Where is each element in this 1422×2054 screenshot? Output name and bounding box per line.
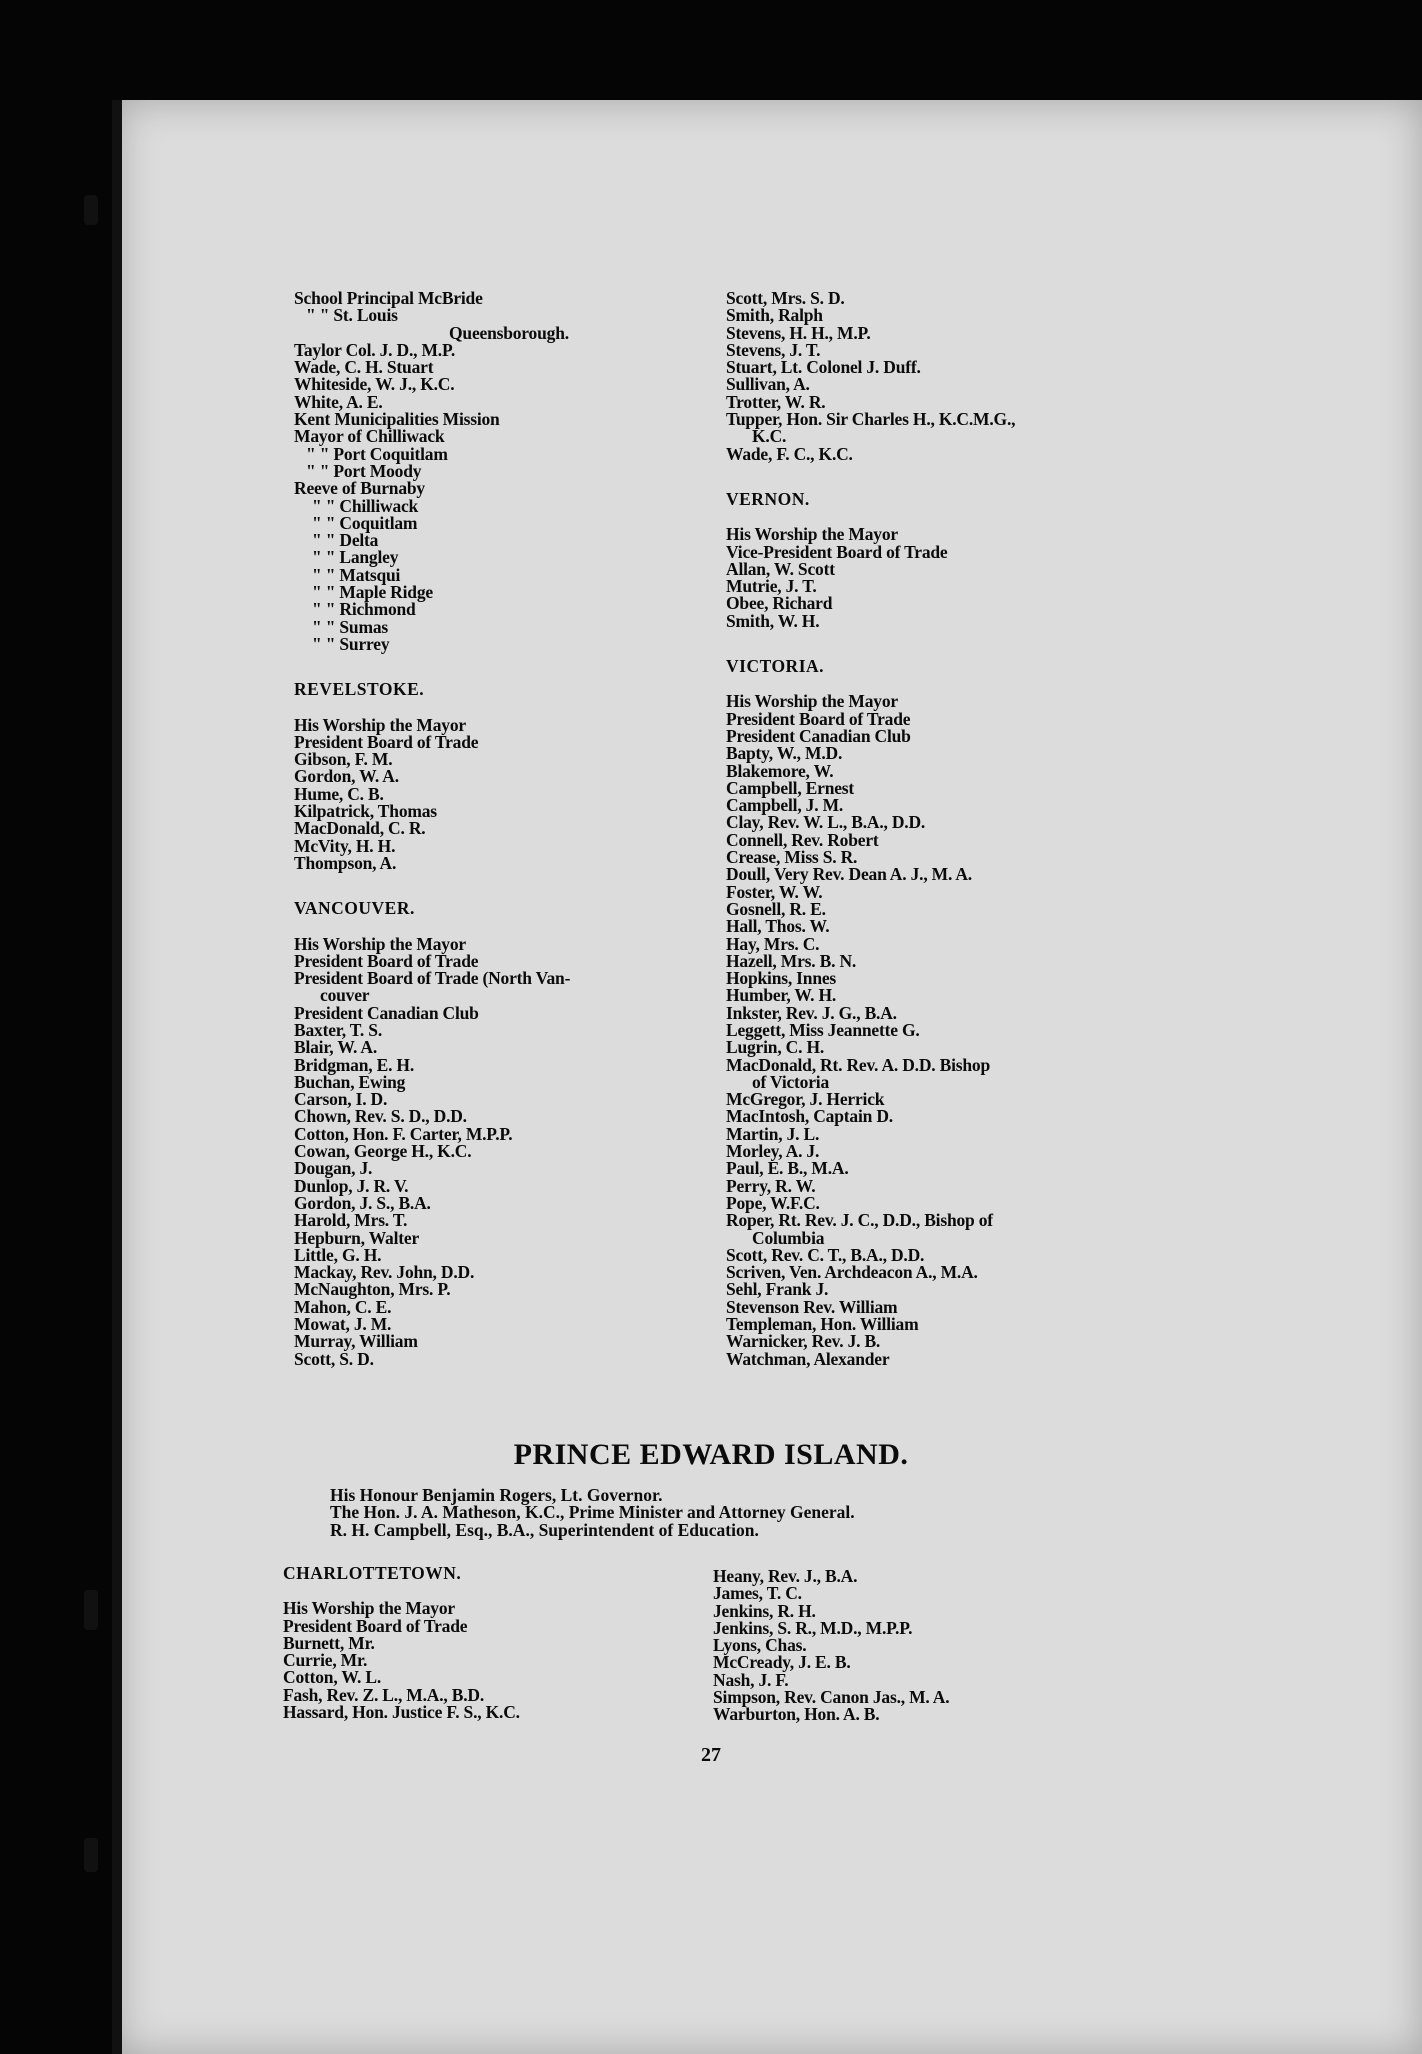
- list-item: Hassard, Hon. Justice F. S., K.C.: [283, 1702, 520, 1723]
- list-item: Queensborough.: [449, 322, 569, 343]
- list-item: Bapty, W., M.D.: [726, 743, 843, 764]
- official-line: His Honour Benjamin Rogers, Lt. Governor.: [330, 1485, 663, 1505]
- list-item: Baxter, T. S.: [294, 1019, 382, 1040]
- list-item: Gosnell, R. E.: [726, 898, 826, 919]
- list-item: President Board of Trade: [294, 731, 479, 752]
- list-item: Cotton, Hon. F. Carter, M.P.P.: [294, 1123, 513, 1144]
- list-item: Stevens, H. H., M.P.: [726, 322, 871, 343]
- list-item: Allan, W. Scott: [726, 558, 835, 579]
- section-title-prince-edward-island: PRINCE EDWARD ISLAND.: [513, 1438, 909, 1471]
- list-item: Heany, Rev. J., B.A.: [713, 1566, 858, 1586]
- section-heading-vancouver: VANCOUVER.: [294, 898, 415, 919]
- list-item: Nash, J. F.: [713, 1669, 789, 1690]
- list-item: couver: [320, 985, 370, 1006]
- page-number: 27: [701, 1744, 721, 1766]
- section-heading-victoria: VICTORIA.: [726, 656, 825, 677]
- list-item: Campbell, J. M.: [726, 795, 844, 816]
- list-item: " " Richmond: [312, 599, 416, 620]
- list-item: Vice-President Board of Trade: [726, 541, 948, 562]
- charlottetown-right-column: [713, 1568, 1133, 1724]
- list-item: " " Port Moody: [306, 460, 422, 481]
- list-item: Scott, Rev. C. T., B.A., D.D.: [726, 1244, 925, 1265]
- list-item: Templeman, Hon. William: [726, 1314, 919, 1335]
- list-item: Smith, Ralph: [726, 305, 823, 326]
- list-item: K.C.: [752, 426, 787, 447]
- list-item: Murray, William: [294, 1331, 418, 1352]
- list-item: His Worship the Mayor: [294, 714, 466, 735]
- list-item: Mayor of Chilliwack: [294, 426, 445, 447]
- list-item: Mutrie, J. T.: [726, 576, 817, 597]
- list-item: Jenkins, S. R., M.D., M.P.P.: [713, 1617, 913, 1638]
- list-item: Jenkins, R. H.: [713, 1600, 816, 1621]
- list-item: " " Delta: [312, 530, 379, 551]
- binding-mark: [84, 1838, 98, 1872]
- right-column: [726, 290, 1146, 1368]
- list-item: Dougan, J.: [294, 1158, 373, 1179]
- list-item: Crease, Miss S. R.: [726, 847, 858, 868]
- list-item: Inkster, Rev. J. G., B.A.: [726, 1002, 897, 1023]
- list-item: Burnett, Mr.: [283, 1632, 375, 1653]
- list-item: Wade, C. H. Stuart: [294, 357, 434, 378]
- list-item: President Canadian Club: [294, 1002, 479, 1023]
- left-column: [294, 290, 694, 1368]
- list-item: Mahon, C. E.: [294, 1296, 392, 1317]
- pei-officials: [330, 1487, 855, 1539]
- list-item: Blair, W. A.: [294, 1037, 378, 1058]
- list-item: Roper, Rt. Rev. J. C., D.D., Bishop of: [726, 1210, 993, 1231]
- list-item: Mowat, J. M.: [294, 1314, 392, 1335]
- list-item: Hay, Mrs. C.: [726, 933, 820, 954]
- official-line: R. H. Campbell, Esq., B.A., Superintendent of Education.: [330, 1519, 759, 1540]
- list-item: Lugrin, C. H.: [726, 1037, 825, 1058]
- list-item: " " Chilliwack: [312, 495, 419, 516]
- list-item: Blakemore, W.: [726, 760, 834, 781]
- list-item: Hume, C. B.: [294, 783, 384, 804]
- list-item: Watchman, Alexander: [726, 1348, 890, 1369]
- list-item: Trotter, W. R.: [726, 391, 826, 412]
- list-item: MacIntosh, Captain D.: [726, 1106, 893, 1127]
- list-item: " " Langley: [312, 547, 399, 568]
- list-item: Sehl, Frank J.: [726, 1279, 829, 1300]
- list-item: School Principal McBride: [294, 288, 483, 308]
- list-item: Humber, W. H.: [726, 985, 837, 1006]
- list-item: Wade, F. C., K.C.: [726, 443, 853, 464]
- section-heading-revelstoke: REVELSTOKE.: [294, 679, 425, 700]
- list-item: " " Port Coquitlam: [306, 443, 448, 464]
- list-item: Harold, Mrs. T.: [294, 1210, 408, 1231]
- list-item: Warburton, Hon. A. B.: [713, 1704, 880, 1725]
- list-item: President Board of Trade (North Van-: [294, 968, 571, 989]
- list-item: Leggett, Miss Jeannette G.: [726, 1019, 920, 1040]
- list-item: McGregor, J. Herrick: [726, 1089, 885, 1110]
- list-item: President Board of Trade: [283, 1615, 468, 1636]
- list-item: Gordon, W. A.: [294, 766, 399, 787]
- binding-mark: [84, 195, 98, 225]
- list-item: " " Matsqui: [312, 564, 401, 585]
- list-item: McVity, H. H.: [294, 835, 396, 856]
- binding-mark: [84, 1590, 98, 1630]
- list-item: MacDonald, C. R.: [294, 818, 426, 839]
- list-item: Perry, R. W.: [726, 1175, 816, 1196]
- list-item: Scott, Mrs. S. D.: [726, 288, 845, 308]
- list-item: Currie, Mr.: [283, 1650, 368, 1671]
- list-item: Pope, W.F.C.: [726, 1192, 820, 1213]
- list-item: " " Coquitlam: [312, 512, 418, 533]
- list-item: Thompson, A.: [294, 852, 397, 873]
- list-item: Connell, Rev. Robert: [726, 829, 879, 850]
- list-item: Gibson, F. M.: [294, 749, 393, 770]
- list-item: Bridgman, E. H.: [294, 1054, 415, 1075]
- list-item: Carson, I. D.: [294, 1089, 388, 1110]
- list-item: Scott, S. D.: [294, 1348, 374, 1369]
- list-item: Cotton, W. L.: [283, 1667, 382, 1688]
- list-item: His Worship the Mayor: [726, 524, 898, 545]
- list-item: Kilpatrick, Thomas: [294, 801, 437, 822]
- list-item: Buchan, Ewing: [294, 1071, 406, 1092]
- list-item: Tupper, Hon. Sir Charles H., K.C.M.G.,: [726, 409, 1016, 430]
- charlottetown-left-column: [283, 1555, 683, 1721]
- list-item: Columbia: [752, 1227, 825, 1248]
- list-item: Warnicker, Rev. J. B.: [726, 1331, 881, 1352]
- list-item: President Board of Trade: [294, 950, 479, 971]
- list-item: Fash, Rev. Z. L., M.A., B.D.: [283, 1684, 485, 1705]
- list-item: President Canadian Club: [726, 725, 911, 746]
- list-item: Hazell, Mrs. B. N.: [726, 950, 857, 971]
- list-item: His Worship the Mayor: [283, 1598, 455, 1619]
- list-item: President Board of Trade: [726, 708, 911, 729]
- list-item: Martin, J. L.: [726, 1123, 820, 1144]
- list-item: Clay, Rev. W. L., B.A., D.D.: [726, 812, 926, 833]
- list-item: Stevens, J. T.: [726, 339, 821, 360]
- list-item: Morley, A. J.: [726, 1141, 820, 1162]
- list-item: Hall, Thos. W.: [726, 916, 830, 937]
- section-heading-vernon: VERNON.: [726, 488, 810, 509]
- list-item: Smith, W. H.: [726, 610, 820, 631]
- list-item: Gordon, J. S., B.A.: [294, 1192, 431, 1213]
- list-item: His Worship the Mayor: [294, 933, 466, 954]
- list-item: McNaughton, Mrs. P.: [294, 1279, 451, 1300]
- list-item: " " Sumas: [312, 616, 388, 637]
- list-item: Campbell, Ernest: [726, 777, 855, 798]
- official-line: The Hon. J. A. Matheson, K.C., Prime Minister and Attorney General.: [330, 1502, 855, 1523]
- list-item: Foster, W. W.: [726, 881, 823, 902]
- list-item: Stuart, Lt. Colonel J. Duff.: [726, 357, 921, 378]
- list-item: Sullivan, A.: [726, 374, 810, 395]
- list-item: Kent Municipalities Mission: [294, 409, 500, 430]
- list-item: Obee, Richard: [726, 593, 833, 614]
- list-item: Hopkins, Innes: [726, 968, 837, 989]
- list-item: McCready, J. E. B.: [713, 1652, 851, 1673]
- list-item: Dunlop, J. R. V.: [294, 1175, 409, 1196]
- list-item: " " Surrey: [312, 633, 390, 654]
- list-item: Mackay, Rev. John, D.D.: [294, 1262, 475, 1283]
- list-item: Paul, E. B., M.A.: [726, 1158, 849, 1179]
- list-item: Little, G. H.: [294, 1244, 382, 1265]
- list-item: MacDonald, Rt. Rev. A. D.D. Bishop: [726, 1054, 990, 1075]
- list-item: Whiteside, W. J., K.C.: [294, 374, 455, 395]
- list-item: Reeve of Burnaby: [294, 478, 425, 499]
- list-item: James, T. C.: [713, 1583, 802, 1604]
- list-item: Scriven, Ven. Archdeacon A., M.A.: [726, 1262, 978, 1283]
- list-item: Taylor Col. J. D., M.P.: [294, 339, 456, 360]
- list-item: Lyons, Chas.: [713, 1635, 807, 1656]
- list-item: Cowan, George H., K.C.: [294, 1141, 472, 1162]
- list-item: " " Maple Ridge: [312, 582, 433, 603]
- list-item: Stevenson Rev. William: [726, 1296, 898, 1317]
- list-item: Simpson, Rev. Canon Jas., M. A.: [713, 1687, 950, 1708]
- list-item: " " St. Louis: [306, 305, 398, 326]
- section-heading-charlottetown: CHARLOTTETOWN.: [283, 1563, 462, 1583]
- list-item: Chown, Rev. S. D., D.D.: [294, 1106, 467, 1127]
- list-item: Hepburn, Walter: [294, 1227, 420, 1248]
- list-item: His Worship the Mayor: [726, 691, 898, 712]
- list-item: of Victoria: [752, 1071, 830, 1092]
- list-item: Doull, Very Rev. Dean A. J., M. A.: [726, 864, 972, 885]
- list-item: White, A. E.: [294, 391, 383, 412]
